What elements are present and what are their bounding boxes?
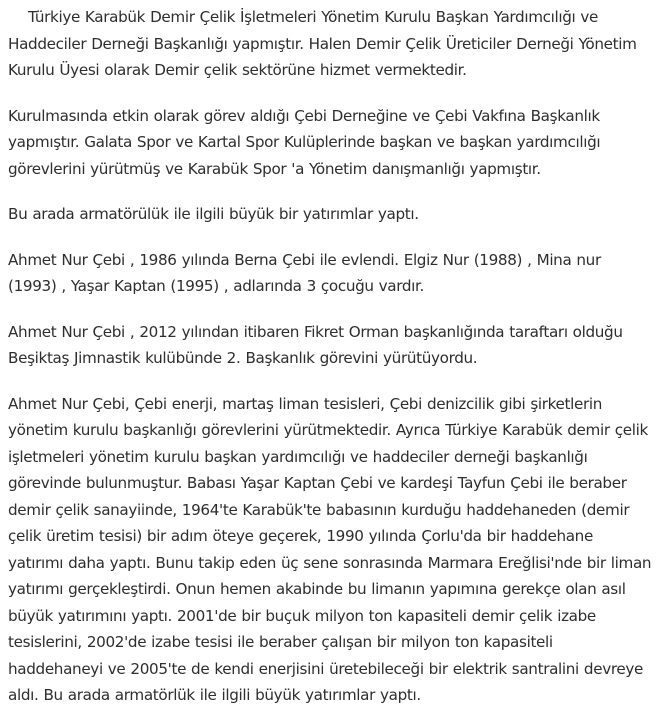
paragraph-besiktas: Ahmet Nur Çebi , 2012 yılından itibaren Fikret Orman başkanlığında taraftarı olduğu Beşiktaş Jimnastik kulübünde 2. Başkanlık görevini yürütüyordu.: [8, 322, 623, 367]
paragraph-shipping: Bu arada armatörülük ile ilgili büyük bir yatırımlar yaptı.: [8, 205, 419, 223]
paragraph-career: Türkiye Karabük Demir Çelik İşletmeleri Yönetim Kurulu Başkan Yardımcılığı ve Haddeciler Derneği Başkanlığı yapmıştır. Halen Demir Çelik Üreticiler Derneği Yönetim Kurulu Üyesi olarak Demir çelik sektörüne hizmet vermektedir.: [8, 8, 637, 79]
paragraph-business: Ahmet Nur Çebi, Çebi enerji, martaş liman tesisleri, Çebi denizcilik gibi şirketlerin yönetim kurulu başkanlığı görevlerini yürütmektedir. Ayrıca Türkiye Karabük demir çelik işletmeleri yönetim kurulu başkan yardımcılığı ve haddeciler derneği başkanlığı görevinde bulunmuştur. Babası Yaşar Kaptan Çebi ve kardeşi Tayfun Çebi ile beraber demir çelik sanayiinde, 1964'te Karabük'te babasının kurduğu haddehaneden (demir çelik üretim tesisi) bir adım öteye geçerek, 1990 yılında Çorlu'da bir haddehane yatırımı daha yaptı. Bunu takip eden üç sene sonrasında Marmara Ereğlisi'nde bir liman yatırımı gerçekleştirdi. Onun hemen akabinde bu limanın yapımına gerekçe olan asıl büyük yatırımını yaptı. 2001'de bir buçuk milyon ton kapasiteli demir çelik izabe tesislerini, 2002'de izabe tesisi ile beraber çalışan bir milyon ton kapasiteli haddehaneyi ve 2005'te de kendi enerjisini üretebileceği bir elektrik santralini devreye aldı. Bu arada armatörlük ile ilgili büyük yatırımlar yaptı.: [8, 394, 652, 704]
paragraph-family: Ahmet Nur Çebi , 1986 yılında Berna Çebi ile evlendi. Elgiz Nur (1988) , Mina nur (1993) , Yaşar Kaptan (1995) , adlarında 3 çocuğu vardır.: [8, 250, 601, 295]
paragraph-associations: Kurulmasında etkin olarak görev aldığı Çebi Derneğine ve Çebi Vakfına Başkanlık yapmıştır. Galata Spor ve Kartal Spor Kulüplerinde başkan ve başkan yardımcılığı görevlerini yürütmüş ve Karabük Spor 'a Yönetim danışmanlığı yapmıştır.: [8, 106, 601, 178]
